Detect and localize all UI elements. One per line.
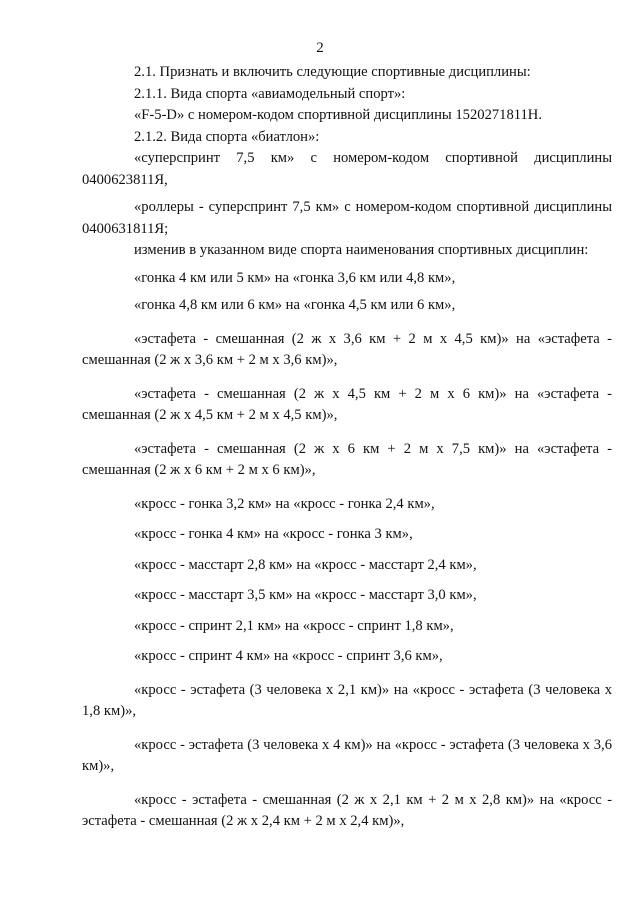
paragraph-rename-item: «кросс - эстафета (3 человека х 2,1 км)» на «кросс - эстафета (3 человека х 1,8 км)»,: [82, 681, 612, 719]
paragraph-rename-item: «кросс - спринт 2,1 км» на «кросс - спринт 1,8 км»,: [134, 617, 454, 634]
paragraph-section-2-1-1: 2.1.1. Вида спорта «авиамодельный спорт»:: [134, 85, 406, 102]
paragraph-renaming-intro: изменив в указанном виде спорта наименования спортивных дисциплин:: [134, 242, 589, 258]
paragraph-rename-item: «гонка 4 км или 5 км» на «гонка 3,6 км или 4,8 км»,: [134, 269, 456, 286]
paragraph-rename-item: «кросс - спринт 4 км» на «кросс - спринт 3,6 км»,: [134, 648, 443, 664]
paragraph-section-2-1: 2.1. Признать и включить следующие спортивные дисциплины:: [134, 64, 531, 80]
paragraph-supersprint: «суперспринт 7,5 км» с номером-кодом спортивной дисциплины 0400623811Я,: [82, 150, 612, 188]
paragraph-f5d-discipline: «F-5-D» с номером-кодом спортивной дисциплины 1520271811Н.: [134, 107, 542, 123]
paragraph-rollers-supersprint: «роллеры - суперспринт 7,5 км» с номером-кодом спортивной дисциплины 0400631811Я;: [82, 199, 612, 237]
paragraph-rename-item: «эстафета - смешанная (2 ж х 6 км + 2 м х 7,5 км)» на «эстафета - смешанная (2 ж х 6 км + 2 м х 6 км)»,: [82, 440, 612, 478]
paragraph-rename-item: «кросс - эстафета (3 человека х 4 км)» на «кросс - эстафета (3 человека х 3,6 км)»,: [82, 736, 612, 774]
document-body: [82, 62, 612, 833]
paragraph-rename-item: «кросс - гонка 4 км» на «кросс - гонка 3 км»,: [134, 526, 413, 542]
paragraph-rename-item: «кросс - масстарт 3,5 км» на «кросс - масстарт 3,0 км»,: [134, 587, 477, 603]
paragraph-rename-item: «эстафета - смешанная (2 ж х 3,6 км + 2 м х 4,5 км)» на «эстафета - смешанная (2 ж х 3,6 км + 2 м х 3,6 км)»,: [82, 330, 612, 368]
paragraph-rename-item: «кросс - эстафета - смешанная (2 ж х 2,1 км + 2 м х 2,8 км)» на «кросс - эстафета - смешанная (2 ж х 2,4 км + 2 м х 2,4 км)»,: [82, 791, 612, 829]
page-number: 2: [316, 40, 324, 56]
paragraph-section-2-1-2: 2.1.2. Вида спорта «биатлон»:: [134, 128, 320, 145]
paragraph-rename-item: «кросс - гонка 3,2 км» на «кросс - гонка 2,4 км»,: [134, 495, 435, 512]
paragraph-rename-item: «кросс - масстарт 2,8 км» на «кросс - масстарт 2,4 км»,: [134, 556, 477, 573]
paragraph-rename-item: «гонка 4,8 км или 6 км» на «гонка 4,5 км или 6 км»,: [134, 297, 456, 313]
paragraph-rename-item: «эстафета - смешанная (2 ж х 4,5 км + 2 м х 6 км)» на «эстафета - смешанная (2 ж х 4,5 км + 2 м х 4,5 км)»,: [82, 385, 612, 423]
